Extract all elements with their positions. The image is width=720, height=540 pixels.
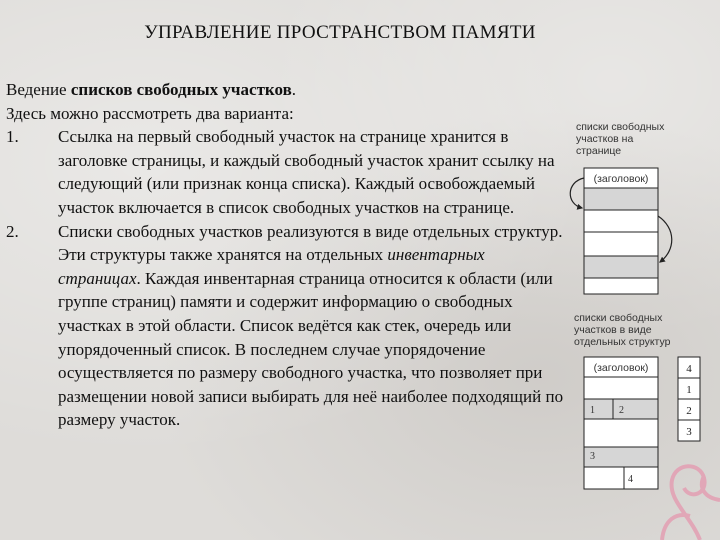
diagram2-used-block [584,419,658,447]
diagram1-arrow-right [658,216,672,262]
diagram1-used-block [584,210,658,232]
slide-title: УПРАВЛЕНИЕ ПРОСТРАНСТВОМ ПАМЯТИ [144,22,536,43]
diagram1-free-block [584,256,658,278]
list-number: 1. [6,127,19,147]
list-text-part: Списки свободных участков реализуются в виде отдельных структур. Эти структуры также хранятся на отдельных [58,221,563,265]
diagram2-header-label: (заголовок) [593,362,649,374]
diagram1-free-block [584,188,658,210]
diagram1-label-line: списки свободных [576,121,665,133]
diagram2-cell-label: 4 [628,474,633,485]
diagram2-label-line: списки свободных [574,312,663,324]
diagram2-used-block [584,377,658,399]
list-text-italic: инвентарных страницах [58,245,485,288]
index-number: 2 [686,405,692,417]
intro-prefix: Ведение [6,80,71,99]
index-number: 3 [686,426,692,438]
index-number: 4 [686,363,692,375]
diagram1-header-label: (заголовок) [593,173,649,185]
diagram1-label-line: странице [576,145,622,157]
diagram1-label-line: участков на [576,133,634,145]
diagram2-cell-label: 3 [590,451,595,462]
diagram2-free-block [584,447,658,467]
index-number: 1 [686,384,692,396]
diagram2-label-line: отдельных структур [574,336,671,348]
list-text-part: . Каждая инвентарная страница относится к области (или группе страниц) памяти и содержит информацию о свободных участках в этой области. Список ведётся как стек, очередь или упорядоченный список. В последнем случае упорядочение осуществляется по размеру свободного участка, что позволяет при размещении новой записи выбирать для неё наиболее подходящий по размеру участок. [58,268,564,430]
diagram1-used-block [584,232,658,256]
diagram2-cell-label: 1 [590,405,595,416]
diagram2-used-block [584,467,658,489]
list-text: Ссылка на первый свободный участок на странице хранится в заголовке страницы, и каждый свободный участок хранит ссылку на следующий (или признак конца списка). Каждый освобождаемый участок включается в список свободных участков на странице. [58,127,555,217]
rose-decoration-icon [662,466,720,540]
variants-line: Здесь можно рассмотреть два варианта: [6,103,294,123]
intro-bold-term: списков свободных участков [70,80,292,99]
diagram1-page [584,168,658,294]
intro-suffix: . [291,80,296,99]
diagram2-label-line: участков в виде [574,324,652,336]
diagram1-arrow-left [570,178,584,208]
diagram2-page [584,357,658,489]
diagram2-cell-label: 2 [619,405,624,416]
diagram1-used-block [584,278,658,294]
list-number: 2. [6,221,19,241]
